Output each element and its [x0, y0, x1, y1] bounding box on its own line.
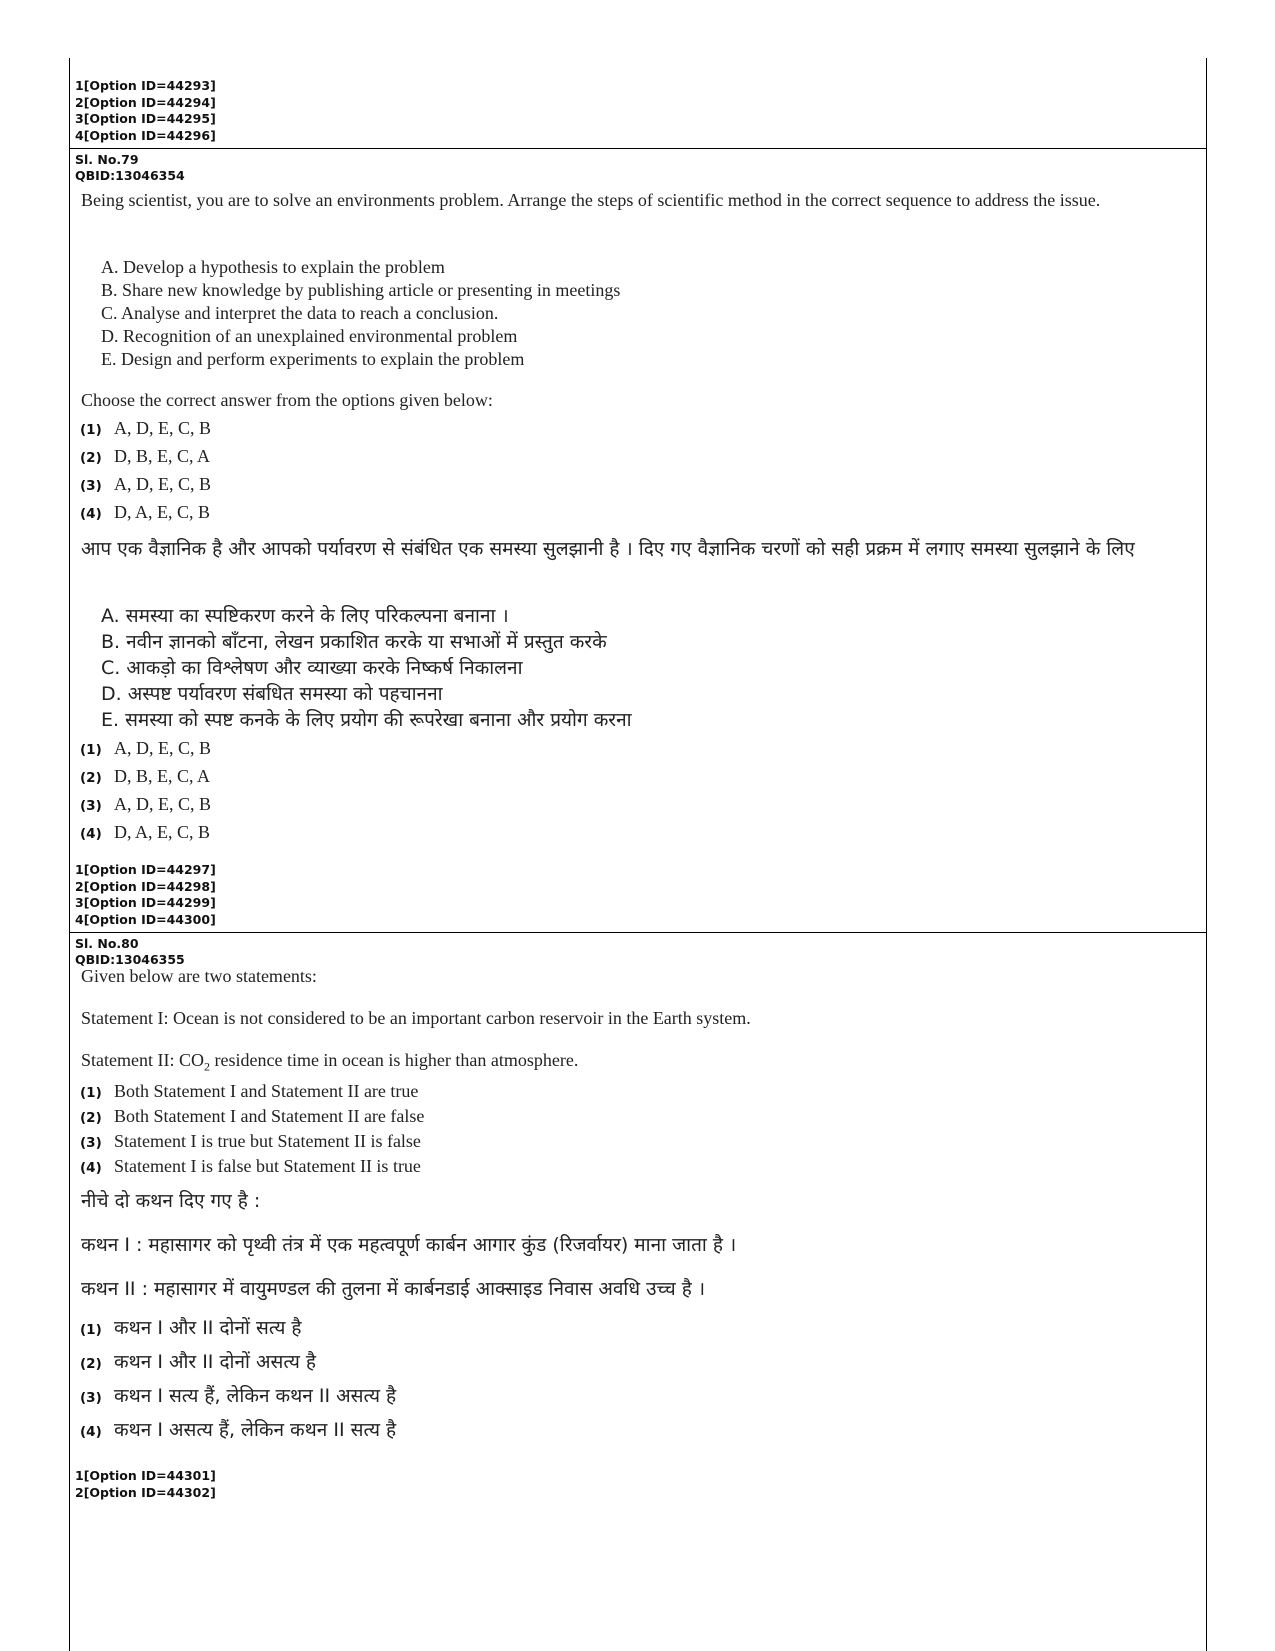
option-text: Statement I is false but Statement II is true — [114, 1156, 421, 1176]
option-text: D, B, E, C, A — [114, 446, 211, 466]
answer-option — [80, 418, 211, 439]
option-id: 2[Option ID=44298] — [75, 878, 216, 894]
option-id: 1[Option ID=44301] — [75, 1468, 216, 1483]
option-text: A, D, E, C, B — [114, 418, 212, 438]
statement-2-en — [81, 1048, 1191, 1079]
question-intro-hi: नीचे दो कथन दिए गए है : — [81, 1190, 261, 1212]
option-number: (3) — [80, 798, 102, 814]
step-item: B. Share new knowledge by publishing article or presenting in meetings — [101, 280, 621, 300]
option-text: कथन I सत्य हैं, लेकिन कथन II असत्य है — [114, 1385, 397, 1407]
statement-2-prefix: Statement II: CO — [81, 1050, 204, 1070]
qbid: QBID:13046354 — [75, 168, 185, 183]
option-id-list-79 — [75, 862, 216, 928]
option-number: (3) — [80, 1390, 102, 1406]
option-id: 1[Option ID=44293] — [75, 78, 216, 93]
statement-1-en: Statement I: Ocean is not considered to be an important carbon reservoir in the Earth system. — [81, 1008, 751, 1028]
answer-option-hi — [80, 822, 210, 843]
option-text: Both Statement I and Statement II are true — [114, 1081, 419, 1101]
step-item: D. Recognition of an unexplained environmental problem — [101, 326, 518, 346]
question-header-79 — [75, 152, 185, 184]
option-text: D, A, E, C, B — [114, 502, 211, 522]
option-number: (3) — [80, 478, 102, 494]
option-number: (4) — [80, 506, 102, 522]
statement-1-hi: कथन I : महासागर को पृथ्वी तंत्र में एक महत्वपूर्ण कार्बन आगार कुंड (रिजर्वायर) माना जाता है । — [81, 1234, 737, 1256]
step-item-hi: D. अस्पष्ट पर्यावरण संबधित समस्या को पहचानना — [101, 683, 443, 705]
answer-option-hi — [80, 738, 211, 759]
answer-option — [80, 1106, 424, 1127]
option-text: A, D, E, C, B — [114, 738, 212, 758]
option-text: D, A, E, C, B — [114, 822, 211, 842]
option-number: (2) — [80, 1110, 102, 1126]
step-item-hi: B. नवीन ज्ञानको बाँटना, लेखन प्रकाशित करके या सभाओं में प्रस्तुत करके — [101, 631, 607, 653]
answer-option — [80, 1156, 421, 1177]
answer-option — [80, 474, 211, 495]
choose-instruction: Choose the correct answer from the options given below: — [81, 390, 493, 410]
option-text: कथन I असत्य हैं, लेकिन कथन II सत्य है — [114, 1419, 397, 1441]
question-divider — [69, 148, 1207, 149]
answer-option-hi — [80, 1314, 301, 1340]
option-number: (3) — [80, 1135, 102, 1151]
step-item: A. Develop a hypothesis to explain the problem — [101, 257, 445, 277]
option-id: 3[Option ID=44295] — [75, 111, 216, 126]
option-text: कथन I और II दोनों असत्य है — [114, 1351, 316, 1373]
step-item-hi: A. समस्या का स्पष्टिकरण करने के लिए परिकल्पना बनाना । — [101, 605, 509, 627]
option-number: (4) — [80, 1424, 102, 1440]
option-text: कथन I और II दोनों सत्य है — [114, 1317, 302, 1339]
serial-number: Sl. No.80 — [75, 936, 139, 951]
serial-number: Sl. No.79 — [75, 152, 139, 167]
answer-option — [80, 446, 210, 467]
option-text: A, D, E, C, B — [114, 474, 212, 494]
option-number: (2) — [80, 450, 102, 466]
option-number: (1) — [80, 1085, 102, 1101]
option-number: (4) — [80, 1160, 102, 1176]
question-stem-hi: आप एक वैज्ञानिक है और आपको पर्यावरण से संबंधित एक समस्या सुलझानी है । दिए गए वैज्ञानिक चरणों को सही प्रक्रम में लगाए समस्या सुलझाने के लिए — [81, 538, 1135, 560]
subscript-2: 2 — [203, 1059, 210, 1074]
page-right-border — [1206, 58, 1207, 1651]
step-item-hi: C. आकड़ो का विश्लेषण और व्याख्या करके निष्कर्ष निकालना — [101, 657, 523, 679]
option-id: 3[Option ID=44299] — [75, 895, 216, 910]
option-id: 1[Option ID=44297] — [75, 862, 216, 877]
option-id: 4[Option ID=44300] — [75, 911, 216, 927]
answer-option-hi — [80, 794, 211, 815]
answer-option-hi — [80, 1382, 396, 1408]
question-intro-en: Given below are two statements: — [81, 966, 317, 986]
option-number: (2) — [80, 770, 102, 786]
option-text: Both Statement I and Statement II are false — [114, 1106, 425, 1126]
answer-option-hi — [80, 766, 210, 787]
question-stem-en: Being scientist, you are to solve an environments problem. Arrange the steps of scientific method in the correct sequence to address the issue. — [81, 190, 1101, 210]
option-number: (4) — [80, 826, 102, 842]
answer-option-hi — [80, 1348, 316, 1374]
statement-2-suffix: residence time in ocean is higher than atmosphere. — [209, 1050, 579, 1070]
answer-option — [80, 1131, 421, 1152]
option-id-list-top — [75, 78, 216, 144]
qbid: QBID:13046355 — [75, 952, 185, 967]
step-item-hi: E. समस्या को स्पष्ट कनके के लिए प्रयोग की रूपरेखा बनाना और प्रयोग करना — [101, 709, 632, 731]
answer-option-hi — [80, 1416, 396, 1442]
option-text: A, D, E, C, B — [114, 794, 212, 814]
answer-option — [80, 502, 210, 523]
option-id: 2[Option ID=44294] — [75, 94, 216, 110]
question-divider — [69, 932, 1207, 933]
step-item: C. Analyse and interpret the data to reach a conclusion. — [101, 303, 499, 323]
statement-2-hi: कथन II : महासागर में वायुमण्डल की तुलना में कार्बनडाई आक्साइड निवास अवधि उच्च है । — [81, 1278, 706, 1300]
option-number: (1) — [80, 422, 102, 438]
page-left-border — [69, 58, 70, 1651]
option-id: 4[Option ID=44296] — [75, 127, 216, 143]
option-id: 2[Option ID=44302] — [75, 1484, 216, 1500]
option-text: D, B, E, C, A — [114, 766, 211, 786]
step-item: E. Design and perform experiments to explain the problem — [101, 349, 525, 369]
option-number: (2) — [80, 1356, 102, 1372]
option-id-list-80 — [75, 1468, 216, 1501]
answer-option — [80, 1081, 418, 1102]
option-text: Statement I is true but Statement II is false — [114, 1131, 421, 1151]
option-number: (1) — [80, 1322, 102, 1338]
option-number: (1) — [80, 742, 102, 758]
